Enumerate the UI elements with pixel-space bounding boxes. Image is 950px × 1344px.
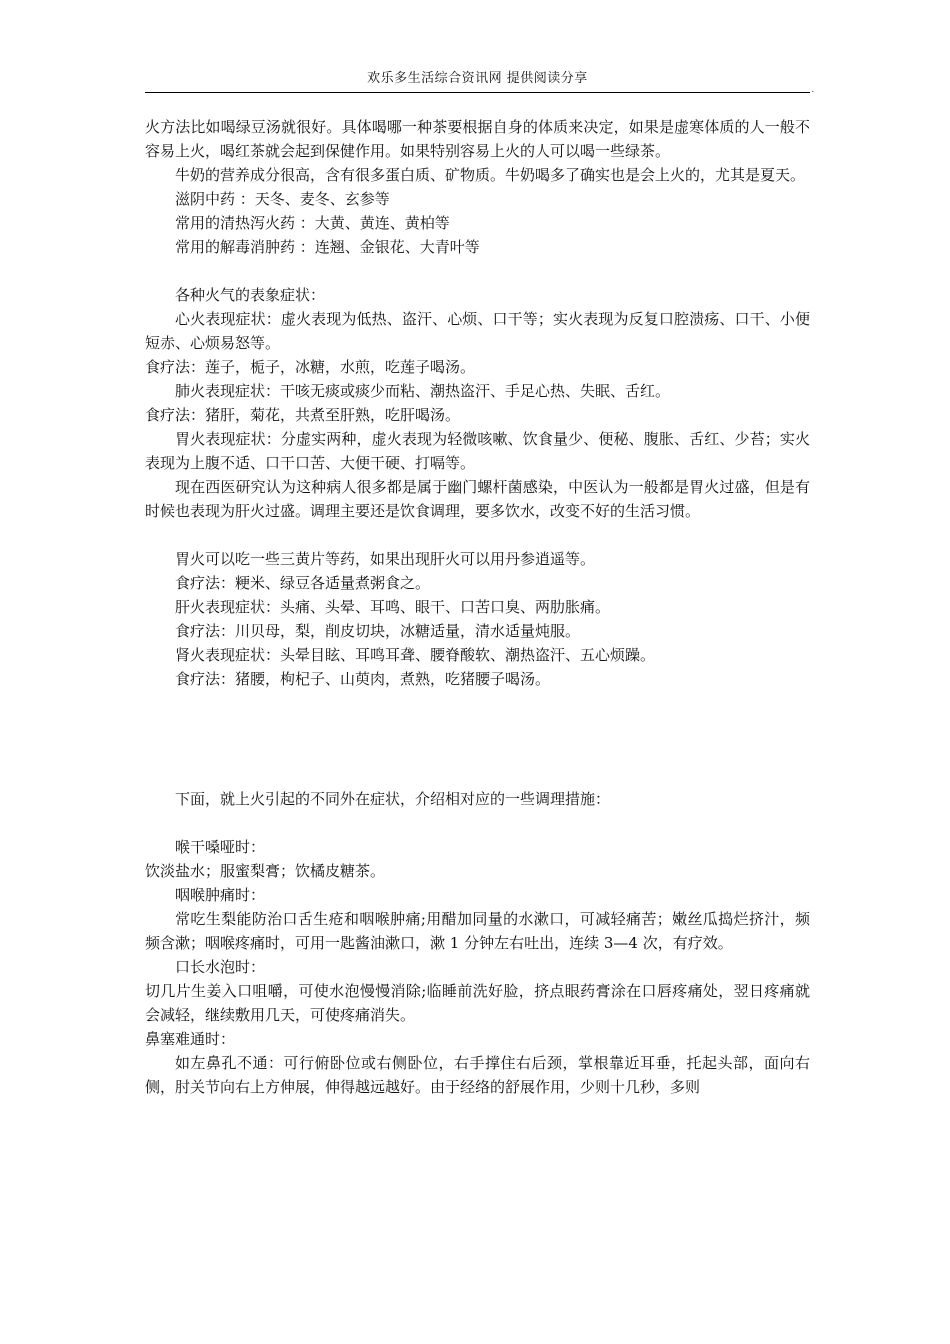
- blank-space: [145, 691, 810, 763]
- blank-line: [145, 763, 810, 787]
- paragraph: 常吃生梨能防治口舌生疮和咽喉肿痛;用醋加同量的水漱口，可减轻痛苦；嫩丝瓜捣烂挤汁，频频含漱；咽喉疼痛时，可用一匙酱油漱口，漱 1 分钟左右吐出，连续 3—4 次，有疗效。: [145, 910, 810, 952]
- paragraph: 心火表现症状：虚火表现为低热、盗汗、心烦、口干等；实火表现为反复口腔溃疡、口干、小便短赤、心烦易怒等。: [145, 310, 810, 352]
- header-mark: .: [811, 85, 814, 94]
- paragraph: 肾火表现症状：头晕目眩、耳鸣耳聋、腰脊酸软、潮热盗汗、五心烦躁。: [175, 646, 656, 664]
- paragraph: 饮淡盐水；服蜜梨膏；饮橘皮糖茶。: [145, 862, 386, 880]
- paragraph: 滋阴中药 ：天冬、麦冬、玄参等: [175, 190, 390, 208]
- header-text: 欢乐多生活综合资讯网 提供阅读分享: [367, 71, 588, 86]
- paragraph: 食疗法：猪肝，菊花，共煮至肝熟，吃肝喝汤。: [145, 406, 461, 424]
- paragraph: 胃火表现症状：分虚实两种，虚火表现为轻微咳嗽、饮食量少、便秘、腹胀、舌红、少苔；实火表现为上腹不适、口干口苦、大便干硬、打嗝等。: [145, 430, 810, 472]
- paragraph: 切几片生姜入口咀嚼，可使水泡慢慢消除;临睡前洗好脸，挤点眼药膏涂在口唇疼痛处，翌日疼痛就会减轻，继续敷用几天，可使疼痛消失。: [145, 982, 810, 1024]
- document-body: [145, 115, 810, 1099]
- blank-line: [145, 811, 810, 835]
- paragraph: 如左鼻孔不通：可行俯卧位或右侧卧位，右手撑住右后颈，掌根靠近耳垂，托起头部，面向右侧，肘关节向右上方伸展，伸得越远越好。由于经络的舒展作用，少则十几秒，多则: [145, 1054, 810, 1096]
- paragraph: 肺火表现症状：干咳无痰或痰少而粘、潮热盗汗、手足心热、失眠、舌红。: [175, 382, 671, 400]
- subheading: 鼻塞难通时：: [145, 1030, 236, 1048]
- paragraph: 食疗法：猪腰，枸杞子、山萸肉，煮熟，吃猪腰子喝汤。: [175, 670, 551, 688]
- paragraph: 常用的解毒消肿药 ：连翘、金银花、大青叶等: [175, 238, 480, 256]
- subheading: 喉干嗓哑时：: [175, 838, 266, 856]
- paragraph: 食疗法：粳米、绿豆各适量煮粥食之。: [175, 574, 431, 592]
- paragraph: 食疗法：川贝母，梨，削皮切块，冰糖适量，清水适量炖服。: [175, 622, 581, 640]
- section-heading: 各种火气的表象症状：: [175, 286, 326, 304]
- subheading: 口长水泡时：: [175, 958, 266, 976]
- paragraph: 火方法比如喝绿豆汤就很好。具体喝哪一种茶要根据自身的体质来决定，如果是虚寒体质的人一般不容易上火，喝红茶就会起到保健作用。如果特别容易上火的人可以喝一些绿茶。: [145, 118, 810, 160]
- blank-line: [145, 259, 810, 283]
- paragraph: 现在西医研究认为这种病人很多都是属于幽门螺杆菌感染，中医认为一般都是胃火过盛，但是有时候也表现为肝火过盛。调理主要还是饮食调理，要多饮水，改变不好的生活习惯。: [145, 478, 810, 520]
- page-header: [145, 70, 814, 94]
- paragraph: 胃火可以吃一些三黄片等药，如果出现肝火可以用丹参逍遥等。: [175, 550, 596, 568]
- subheading: 咽喉肿痛时：: [175, 886, 266, 904]
- paragraph: 食疗法：莲子，栀子，冰糖，水煎，吃莲子喝汤。: [145, 358, 476, 376]
- paragraph: 牛奶的营养成分很高，含有很多蛋白质、矿物质。牛奶喝多了确实也是会上火的，尤其是夏天。: [175, 166, 806, 184]
- section-heading: 下面，就上火引起的不同外在症状，介绍相对应的一些调理措施：: [175, 790, 611, 808]
- blank-line: [145, 523, 810, 547]
- paragraph: 常用的清热泻火药 ：大黄、黄连、黄柏等: [175, 214, 450, 232]
- paragraph: 肝火表现症状：头痛、头晕、耳鸣、眼干、口苦口臭、两肋胀痛。: [175, 598, 611, 616]
